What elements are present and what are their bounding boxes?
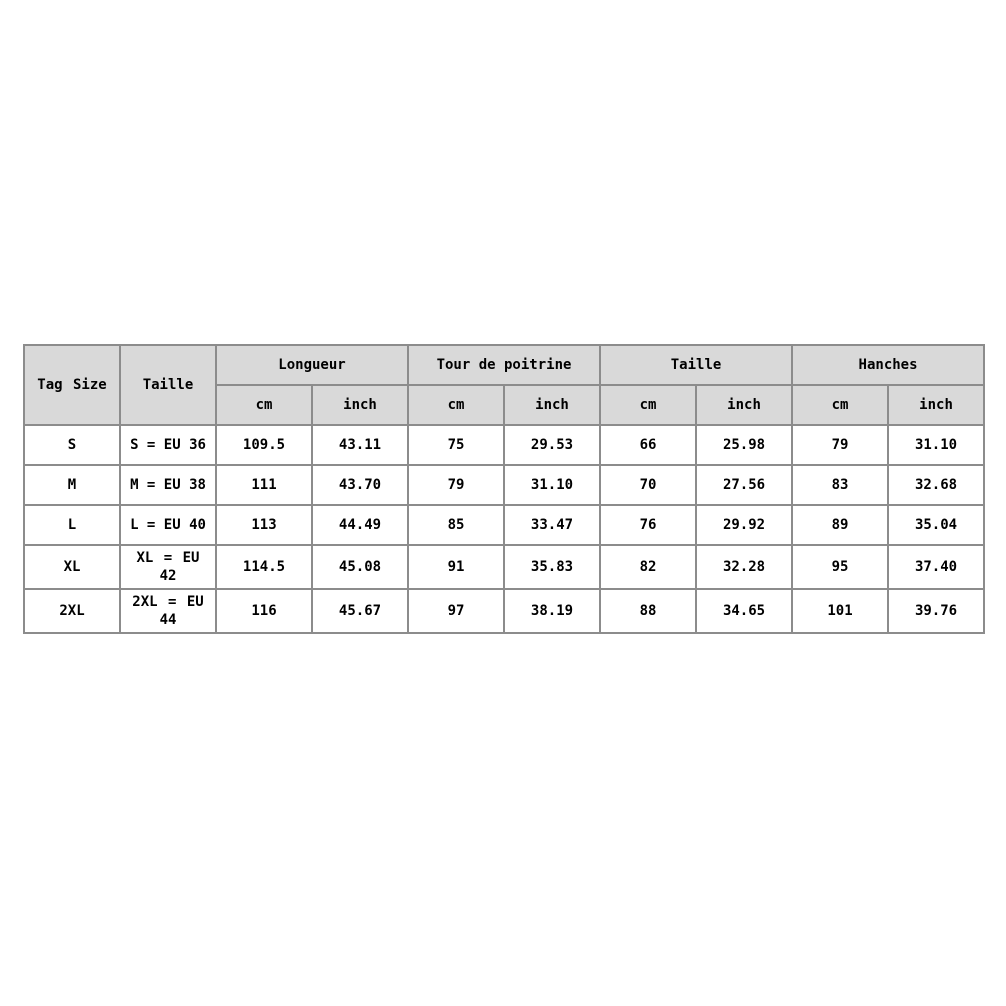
value-cell: 25.98 [696, 425, 792, 465]
unit-header: inch [504, 385, 600, 425]
table-row [24, 589, 984, 633]
tag-size-cell: S [24, 425, 120, 465]
value-cell: 37.40 [888, 545, 984, 589]
value-cell: 75 [408, 425, 504, 465]
tag-size-cell: M [24, 465, 120, 505]
value-cell: 91 [408, 545, 504, 589]
value-cell: 111 [216, 465, 312, 505]
header-hanches: Hanches [792, 345, 984, 385]
value-cell: 89 [792, 505, 888, 545]
table-row [24, 545, 984, 589]
unit-header: inch [312, 385, 408, 425]
eu-size-cell: 2XL = EU 44 [120, 589, 216, 633]
value-cell: 113 [216, 505, 312, 545]
value-cell: 109.5 [216, 425, 312, 465]
unit-header: cm [216, 385, 312, 425]
value-cell: 33.47 [504, 505, 600, 545]
eu-size-cell: L = EU 40 [120, 505, 216, 545]
table-row [24, 425, 984, 465]
value-cell: 35.04 [888, 505, 984, 545]
tag-size-cell: L [24, 505, 120, 545]
header-taille-eu: Taille [120, 345, 216, 425]
value-cell: 38.19 [504, 589, 600, 633]
value-cell: 101 [792, 589, 888, 633]
value-cell: 95 [792, 545, 888, 589]
value-cell: 43.11 [312, 425, 408, 465]
value-cell: 88 [600, 589, 696, 633]
value-cell: 35.83 [504, 545, 600, 589]
value-cell: 114.5 [216, 545, 312, 589]
header-tour-de-poitrine: Tour de poitrine [408, 345, 600, 385]
value-cell: 116 [216, 589, 312, 633]
value-cell: 85 [408, 505, 504, 545]
value-cell: 76 [600, 505, 696, 545]
tag-size-cell: 2XL [24, 589, 120, 633]
value-cell: 45.67 [312, 589, 408, 633]
value-cell: 32.68 [888, 465, 984, 505]
value-cell: 97 [408, 589, 504, 633]
size-chart-table [23, 344, 985, 634]
value-cell: 82 [600, 545, 696, 589]
value-cell: 79 [792, 425, 888, 465]
value-cell: 66 [600, 425, 696, 465]
value-cell: 45.08 [312, 545, 408, 589]
unit-header: inch [888, 385, 984, 425]
tag-size-cell: XL [24, 545, 120, 589]
header-row-groups [24, 345, 984, 385]
table-row [24, 505, 984, 545]
value-cell: 29.92 [696, 505, 792, 545]
eu-size-cell: S = EU 36 [120, 425, 216, 465]
value-cell: 29.53 [504, 425, 600, 465]
value-cell: 83 [792, 465, 888, 505]
value-cell: 31.10 [504, 465, 600, 505]
value-cell: 70 [600, 465, 696, 505]
value-cell: 39.76 [888, 589, 984, 633]
value-cell: 27.56 [696, 465, 792, 505]
header-tag-size: Tag Size [24, 345, 120, 425]
value-cell: 79 [408, 465, 504, 505]
value-cell: 31.10 [888, 425, 984, 465]
value-cell: 44.49 [312, 505, 408, 545]
unit-header: cm [792, 385, 888, 425]
header-longueur: Longueur [216, 345, 408, 385]
value-cell: 43.70 [312, 465, 408, 505]
value-cell: 34.65 [696, 589, 792, 633]
unit-header: cm [408, 385, 504, 425]
unit-header: cm [600, 385, 696, 425]
eu-size-cell: M = EU 38 [120, 465, 216, 505]
eu-size-cell: XL = EU 42 [120, 545, 216, 589]
unit-header: inch [696, 385, 792, 425]
header-taille: Taille [600, 345, 792, 385]
value-cell: 32.28 [696, 545, 792, 589]
table-row [24, 465, 984, 505]
